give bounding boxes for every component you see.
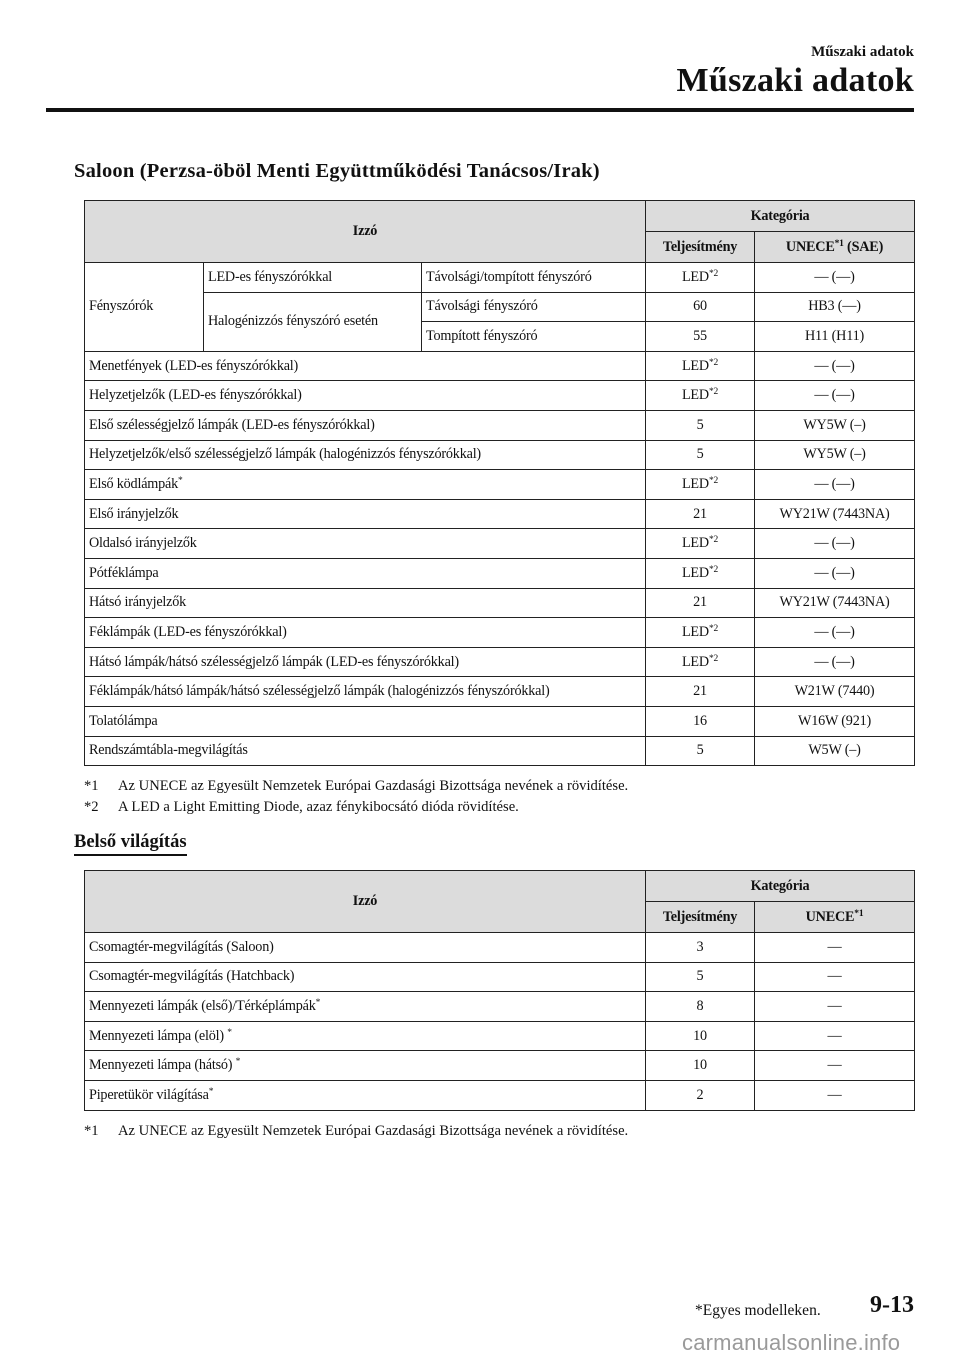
wattage-cell: 5 [646,962,755,992]
wattage-cell: 10 [646,1021,755,1051]
wattage-cell: 8 [646,992,755,1022]
unece-cell: H11 (H11) [755,322,915,352]
unece-cell: — [755,1021,915,1051]
wattage-cell: LED$^{*2}$ [646,263,755,293]
bulb-name: Csomagtér-megvilágítás (Hatchback) [85,962,646,992]
table-header-row [85,201,915,232]
unece-cell: HB3 (—) [755,292,915,322]
interior-bulb-table [84,870,915,1111]
bulb-name: Helyzetjelzők/első szélességjelző lámpák (halogénizzós fényszórókkal) [85,440,646,470]
bulb-name: Oldalsó irányjelzők [85,529,646,559]
wattage-cell: 5 [646,410,755,440]
unece-cell: — (—) [755,381,915,411]
interior-section-title: Belső világítás [74,831,187,856]
header-rule [46,108,914,112]
bulb-name: Első szélességjelző lámpák (LED-es fényszórókkal) [85,410,646,440]
table-row [85,706,915,736]
bulb-name: Mennyezeti lámpa (hátsó) * [85,1051,646,1081]
table-row [85,381,915,411]
bulb-type: Tompított fényszóró [422,322,646,352]
wattage-cell: LED$^{*2}$ [646,351,755,381]
col-header-category: Kategória [646,201,915,232]
wattage-cell: 21 [646,677,755,707]
bulb-type: Távolsági/tompított fényszóró [422,263,646,293]
halogen-variant-label: Halogénizzós fényszóró esetén [204,292,422,351]
bulb-name: Mennyezeti lámpa (elöl) * [85,1021,646,1051]
table-row [85,558,915,588]
bulb-name: Pótféklámpa [85,558,646,588]
wattage-cell: LED$^{*2}$ [646,529,755,559]
bulb-name: Menetfények (LED-es fényszórókkal) [85,351,646,381]
unece-cell: — (—) [755,647,915,677]
models-footnote: *Egyes modelleken. [695,1302,821,1319]
footnote: *1 Az UNECE az Egyesült Nemzetek Európai Gazdasági Bizottsága nevének a rövidítése. [84,778,629,794]
unece-cell: — (—) [755,470,915,500]
unece-cell: — [755,1051,915,1081]
col-header-wattage: Teljesítmény [646,232,755,263]
exterior-bulb-table [84,200,915,766]
col-header-bulb: Izzó [85,201,646,263]
wattage-cell: 21 [646,499,755,529]
col-header-wattage: Teljesítmény [646,902,755,933]
unece-cell: WY5W (–) [755,440,915,470]
footnote: *2 A LED a Light Emitting Diode, azaz fénykibocsátó dióda rövidítése. [84,799,519,815]
table-row [85,1051,915,1081]
table-row [85,351,915,381]
unece-cell: — [755,933,915,963]
bulb-name: Féklámpák (LED-es fényszórókkal) [85,618,646,648]
exterior-section-title: Saloon (Perzsa-öböl Menti Együttműködési Tanácsos/Irak) [74,160,600,182]
bulb-name: Piperetükör világítása* [85,1080,646,1110]
col-header-unece: UNECE$^{*1}$ [755,902,915,933]
exterior-footnotes [84,776,628,818]
wattage-cell: 2 [646,1080,755,1110]
table-row [85,933,915,963]
table-row [85,470,915,500]
unece-cell: W5W (–) [755,736,915,766]
unece-cell: — [755,962,915,992]
unece-cell: — (—) [755,263,915,293]
table-row [85,410,915,440]
wattage-cell: 5 [646,736,755,766]
unece-cell: WY21W (7443NA) [755,588,915,618]
unece-cell: — [755,1080,915,1110]
bulb-name: Rendszámtábla-megvilágítás [85,736,646,766]
table-row [85,292,915,322]
wattage-cell: LED$^{*2}$ [646,470,755,500]
table-row [85,1021,915,1051]
wattage-cell: 3 [646,933,755,963]
col-header-category: Kategória [646,871,915,902]
col-header-bulb: Izzó [85,871,646,933]
table-row [85,440,915,470]
page-number: 9-13 [870,1292,914,1318]
wattage-cell: 55 [646,322,755,352]
wattage-cell: 21 [646,588,755,618]
bulb-name: Tolatólámpa [85,706,646,736]
bulb-name: Csomagtér-megvilágítás (Saloon) [85,933,646,963]
table-row [85,499,915,529]
table-row [85,647,915,677]
table-row [85,992,915,1022]
wattage-cell: 5 [646,440,755,470]
wattage-cell: 16 [646,706,755,736]
table-row [85,736,915,766]
wattage-cell: LED$^{*2}$ [646,618,755,648]
table-row [85,529,915,559]
wattage-cell: LED$^{*2}$ [646,381,755,411]
wattage-cell: 10 [646,1051,755,1081]
interior-footnotes [84,1121,628,1142]
unece-cell: — (—) [755,351,915,381]
unece-cell: — (—) [755,529,915,559]
unece-cell: — (—) [755,618,915,648]
wattage-cell: LED$^{*2}$ [646,647,755,677]
unece-cell: W16W (921) [755,706,915,736]
bulb-name: Féklámpák/hátsó lámpák/hátsó szélességjelző lámpák (halogénizzós fényszórókkal) [85,677,646,707]
table-row [85,1080,915,1110]
bulb-name: Első irányjelzők [85,499,646,529]
bulb-name: Első ködlámpák* [85,470,646,500]
table-row [85,588,915,618]
bulb-name: Helyzetjelzők (LED-es fényszórókkal) [85,381,646,411]
unece-cell: WY5W (–) [755,410,915,440]
table-row [85,677,915,707]
chapter-title: Műszaki adatok [676,62,914,99]
table-header-row [85,871,915,902]
headlights-group-label: Fényszórók [85,263,204,352]
running-header-small: Műszaki adatok [811,44,914,60]
bulb-name: Hátsó irányjelzők [85,588,646,618]
led-variant-label: LED-es fényszórókkal [204,263,422,293]
wattage-cell: 60 [646,292,755,322]
footnote: *1 Az UNECE az Egyesült Nemzetek Európai Gazdasági Bizottsága nevének a rövidítése. [84,1123,629,1139]
unece-cell: — [755,992,915,1022]
unece-cell: W21W (7440) [755,677,915,707]
bulb-type: Távolsági fényszóró [422,292,646,322]
col-header-unece: UNECE$^{*1}$ (SAE) [755,232,915,263]
bulb-name: Hátsó lámpák/hátsó szélességjelző lámpák (LED-es fényszórókkal) [85,647,646,677]
table-row [85,618,915,648]
watermark: carmanualsonline.info [682,1330,901,1355]
table-row [85,962,915,992]
wattage-cell: LED$^{*2}$ [646,558,755,588]
unece-cell: WY21W (7443NA) [755,499,915,529]
table-row [85,263,915,293]
unece-cell: — (—) [755,558,915,588]
bulb-name: Mennyezeti lámpák (első)/Térképlámpák* [85,992,646,1022]
